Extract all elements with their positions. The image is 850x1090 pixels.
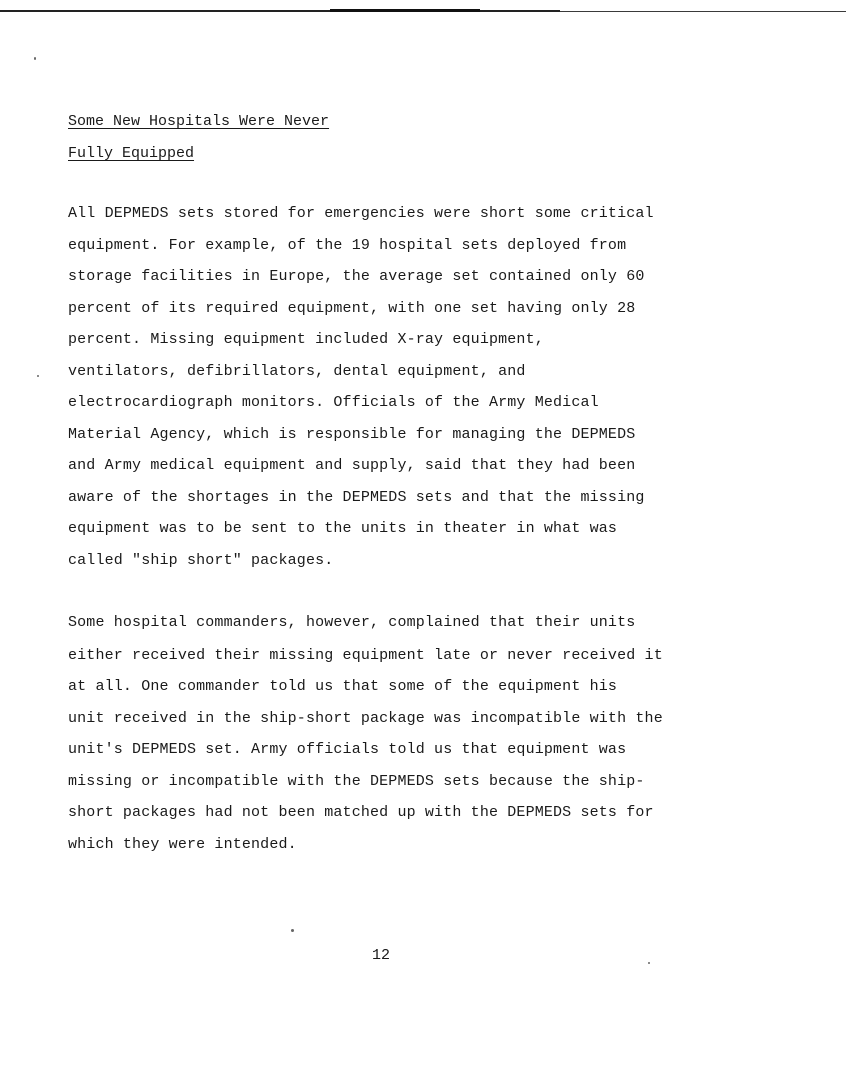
scan-speck [291,929,294,932]
text-line: aware of the shortages in the DEPMEDS sets and that the missing [68,489,645,506]
text-line: either received their missing equipment late or never received it [68,647,663,664]
section-heading-line-2: Fully Equipped [68,145,195,162]
text-line: unit received in the ship-short package was incompatible with the [68,710,663,727]
text-line: All DEPMEDS sets stored for emergencies were short some critical [68,205,654,222]
text-line: which they were intended. [68,836,297,853]
text-line: storage facilities in Europe, the average set contained only 60 [68,268,645,285]
scan-speck [34,57,36,60]
text-line: ventilators, defibrillators, dental equipment, and [68,363,526,380]
text-line: short packages had not been matched up with the DEPMEDS sets for [68,804,654,821]
text-line: equipment. For example, of the 19 hospital sets deployed from [68,237,627,254]
scan-speck [648,962,650,964]
text-line: Material Agency, which is responsible for managing the DEPMEDS [68,426,636,443]
text-line: at all. One commander told us that some of the equipment his [68,678,618,695]
text-line: equipment was to be sent to the units in theater in what was [68,520,618,537]
text-line: Some hospital commanders, however, complained that their units [68,614,636,631]
text-line: missing or incompatible with the DEPMEDS sets because the ship- [68,773,645,790]
page-number: 12 [372,947,391,964]
text-line: unit's DEPMEDS set. Army officials told us that equipment was [68,741,627,758]
text-line: percent of its required equipment, with one set having only 28 [68,300,636,317]
section-heading-line-1: Some New Hospitals Were Never [68,113,330,130]
text-line: percent. Missing equipment included X-ray equipment, [68,331,544,348]
text-line: electrocardiograph monitors. Officials of the Army Medical [68,394,599,411]
scan-speck [37,375,39,377]
text-line: and Army medical equipment and supply, said that they had been [68,457,636,474]
text-line: called "ship short" packages. [68,552,334,569]
